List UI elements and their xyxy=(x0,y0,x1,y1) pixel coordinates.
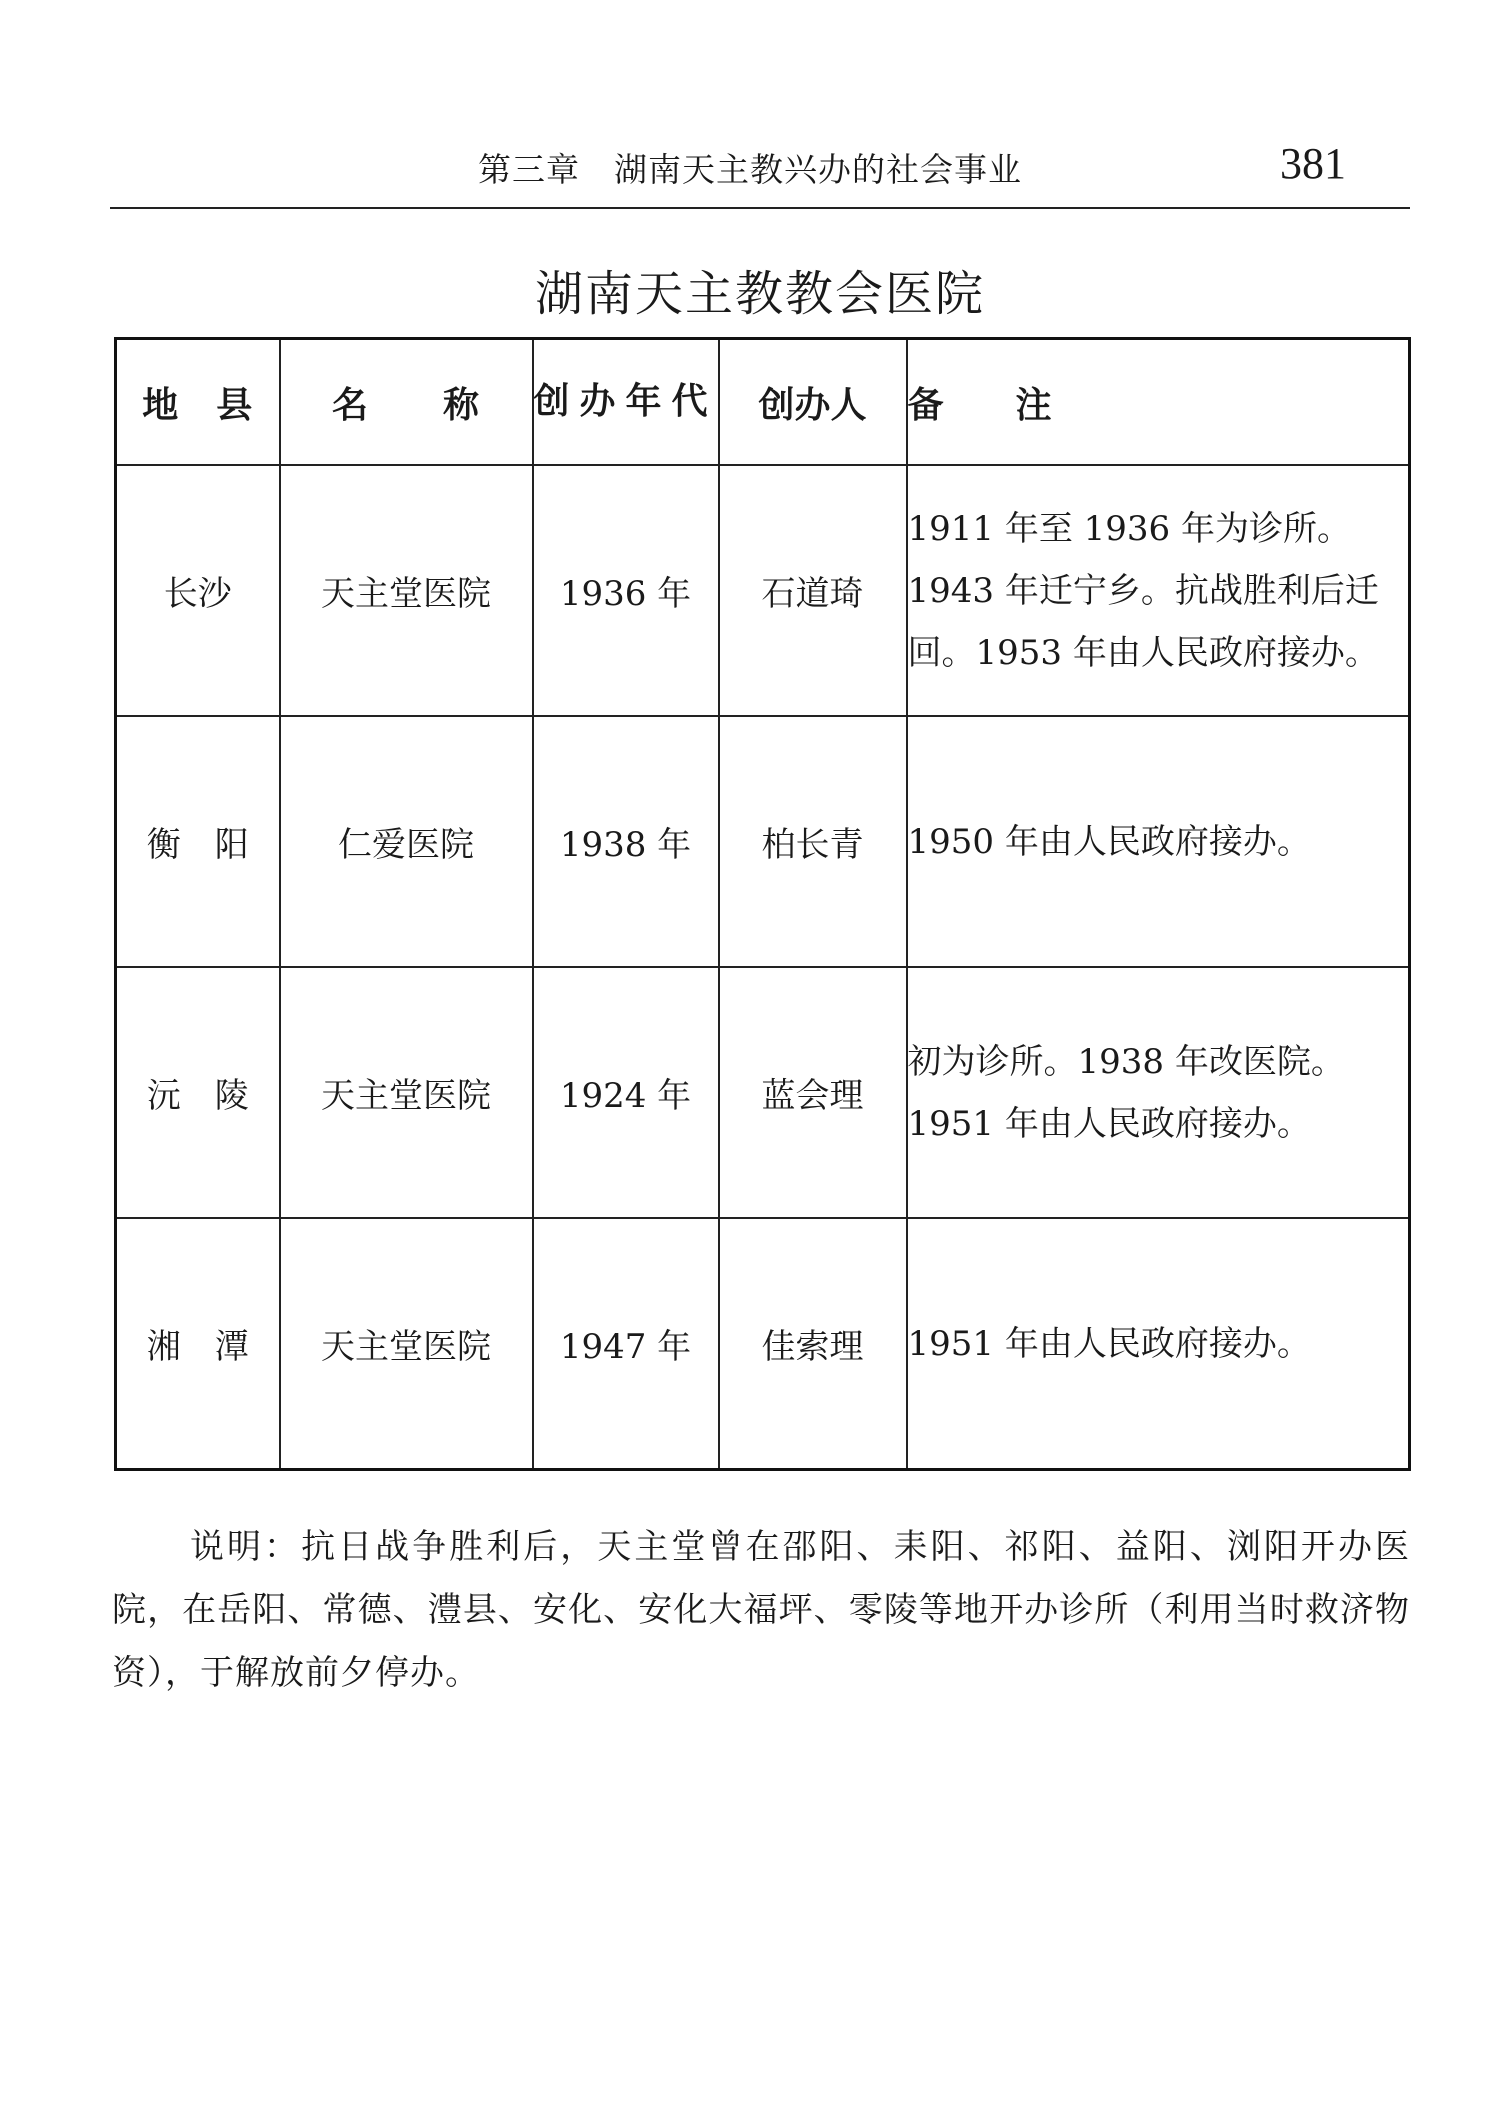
table-row xyxy=(116,716,1410,967)
cell-notes: 1951 年由人民政府接办。 xyxy=(907,1218,1410,1470)
table-row xyxy=(116,1218,1410,1470)
table-title: 湖南天主教教会医院 xyxy=(534,266,985,322)
cell-county: 衡 阳 xyxy=(116,716,280,967)
header-county: 地 县 xyxy=(116,339,280,466)
cell-founder: 蓝会理 xyxy=(719,967,907,1218)
cell-notes: 1911 年至 1936 年为诊所。1943 年迁宁乡。抗战胜利后迁回。1953 年由人民政府接办。 xyxy=(907,465,1410,716)
cell-year: 1938 年 xyxy=(533,716,719,967)
cell-founder: 佳索理 xyxy=(719,1218,907,1470)
cell-founder: 石道琦 xyxy=(719,465,907,716)
cell-name: 天主堂医院 xyxy=(280,967,533,1218)
cell-county: 湘 潭 xyxy=(116,1218,280,1470)
cell-founder: 柏长青 xyxy=(719,716,907,967)
cell-county: 沅 陵 xyxy=(116,967,280,1218)
header-founder: 创办人 xyxy=(719,339,907,466)
header-rule xyxy=(110,207,1410,209)
table-row xyxy=(116,967,1410,1218)
cell-name: 天主堂医院 xyxy=(280,465,533,716)
page-number: 381 xyxy=(1280,139,1346,188)
header-year: 创办年代 xyxy=(533,339,719,466)
cell-year: 1924 年 xyxy=(533,967,719,1218)
chapter-title: 第三章 湖南天主教兴办的社会事业 xyxy=(478,150,1022,189)
table-remarks: 说明：抗日战争胜利后，天主堂曾在邵阳、耒阳、祁阳、益阳、浏阳开办医院，在岳阳、常德、澧县、安化、安化大福坪、零陵等地开办诊所（利用当时救济物资），于解放前夕停办。 xyxy=(112,1527,1410,1693)
header-name: 名 称 xyxy=(280,339,533,466)
cell-county: 长沙 xyxy=(116,465,280,716)
cell-name: 仁爱医院 xyxy=(280,716,533,967)
header-notes: 备 注 xyxy=(907,339,1410,466)
cell-notes: 1950 年由人民政府接办。 xyxy=(907,716,1410,967)
hospital-table xyxy=(114,337,1411,1471)
running-head xyxy=(110,138,1410,198)
cell-year: 1947 年 xyxy=(533,1218,719,1470)
cell-name: 天主堂医院 xyxy=(280,1218,533,1470)
table-header-row xyxy=(116,339,1410,466)
table-row xyxy=(116,465,1410,716)
cell-notes: 初为诊所。1938 年改医院。1951 年由人民政府接办。 xyxy=(907,967,1410,1218)
cell-year: 1936 年 xyxy=(533,465,719,716)
